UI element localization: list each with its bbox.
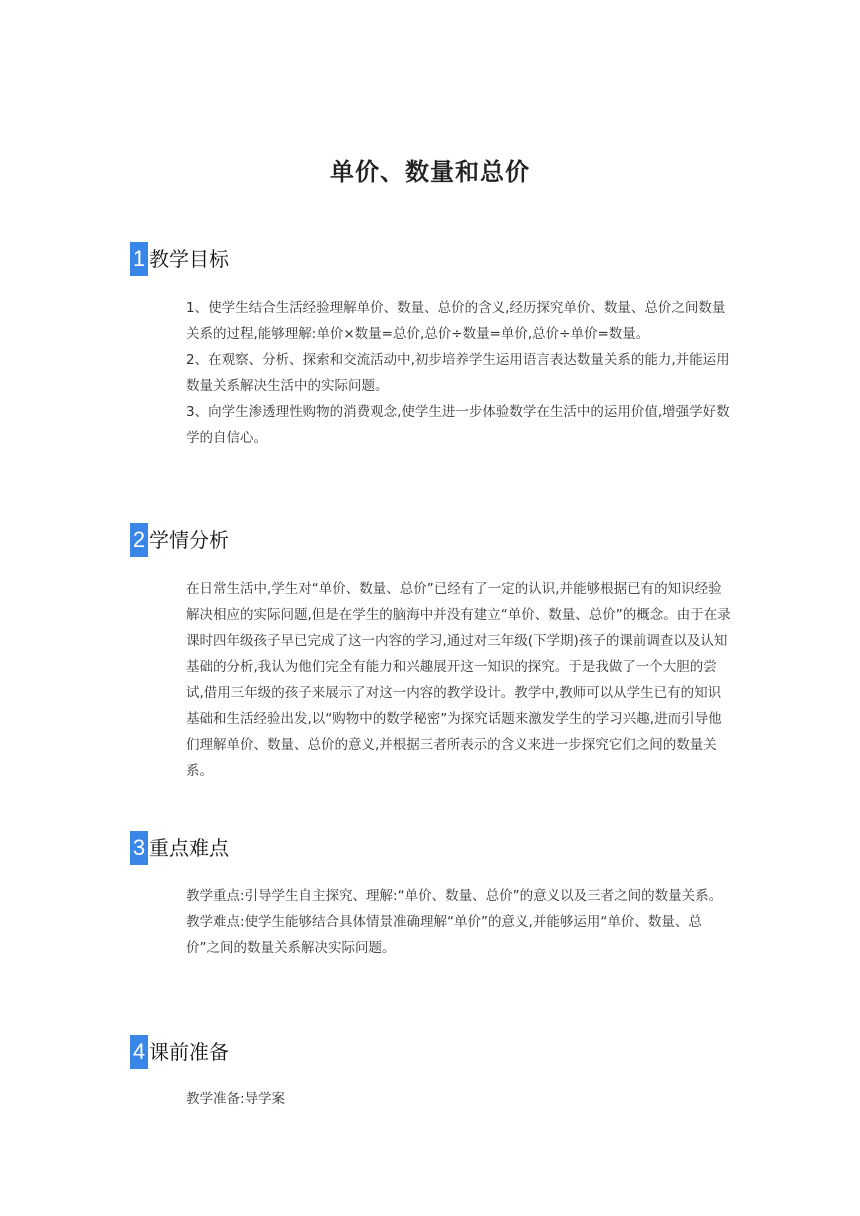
section-body-4 — [186, 1086, 734, 1112]
section-number: 4 — [130, 1035, 148, 1069]
paragraph: 教学重点:引导学生自主探究、理解:“单价、数量、总价”的意义以及三者之间的数量关系。 — [186, 888, 723, 904]
section-body-3 — [186, 883, 734, 961]
section-title: 学情分析 — [149, 528, 229, 552]
section-number: 1 — [130, 242, 148, 276]
paragraph: 1、使学生结合生活经验理解单价、数量、总价的含义,经历探究单价、数量、总价之间数量关系的过程,能够理解:单价×数量=总价,总价÷数量=单价,总价÷单价=数量。 — [186, 300, 726, 342]
section-body-2 — [186, 576, 734, 784]
paragraph: 2、在观察、分析、探索和交流活动中,初步培养学生运用语言表达数量关系的能力,并能运用数量关系解决生活中的实际问题。 — [186, 352, 730, 394]
paragraph: 在日常生活中,学生对“单价、数量、总价”已经有了一定的认识,并能够根据已有的知识经验解决相应的实际问题,但是在学生的脑海中并没有建立“单价、数量、总价”的概念。由于在录课时四年级孩子早已完成了这一内容的学习,通过对三年级(下学期)孩子的课前调查以及认知基础的分析,我认为他们完全有能力和兴趣展开这一知识的探究。于是我做了一个大胆的尝试,借用三年级的孩子来展示了对这一内容的教学设计。教学中,教师可以从学生已有的知识基础和生活经验出发,以“购物中的数学秘密”为探究话题来激发学生的学习兴趣,进而引导他们理解单价、数量、总价的意义,并根据三者所表示的含义来进一步探究它们之间的数量关系。 — [186, 581, 731, 779]
paragraph: 教学准备:导学案 — [186, 1091, 286, 1107]
page-title: 单价、数量和总价 — [330, 158, 530, 186]
section-body-1 — [186, 295, 734, 451]
section-heading-3 — [130, 831, 229, 865]
section-number: 2 — [130, 523, 148, 557]
paragraph: 3、向学生渗透理性购物的消费观念,使学生进一步体验数学在生活中的运用价值,增强学好数学的自信心。 — [186, 404, 730, 446]
section-number: 3 — [130, 831, 148, 865]
section-heading-4 — [130, 1035, 229, 1069]
paragraph: 教学难点:使学生能够结合具体情景准确理解“单价”的意义,并能够运用“单价、数量、总价”之间的数量关系解决实际问题。 — [186, 914, 702, 956]
section-title: 重点难点 — [149, 836, 229, 860]
section-title: 教学目标 — [149, 247, 229, 271]
section-heading-2 — [130, 523, 229, 557]
section-heading-1 — [130, 242, 229, 276]
section-title: 课前准备 — [149, 1040, 229, 1064]
